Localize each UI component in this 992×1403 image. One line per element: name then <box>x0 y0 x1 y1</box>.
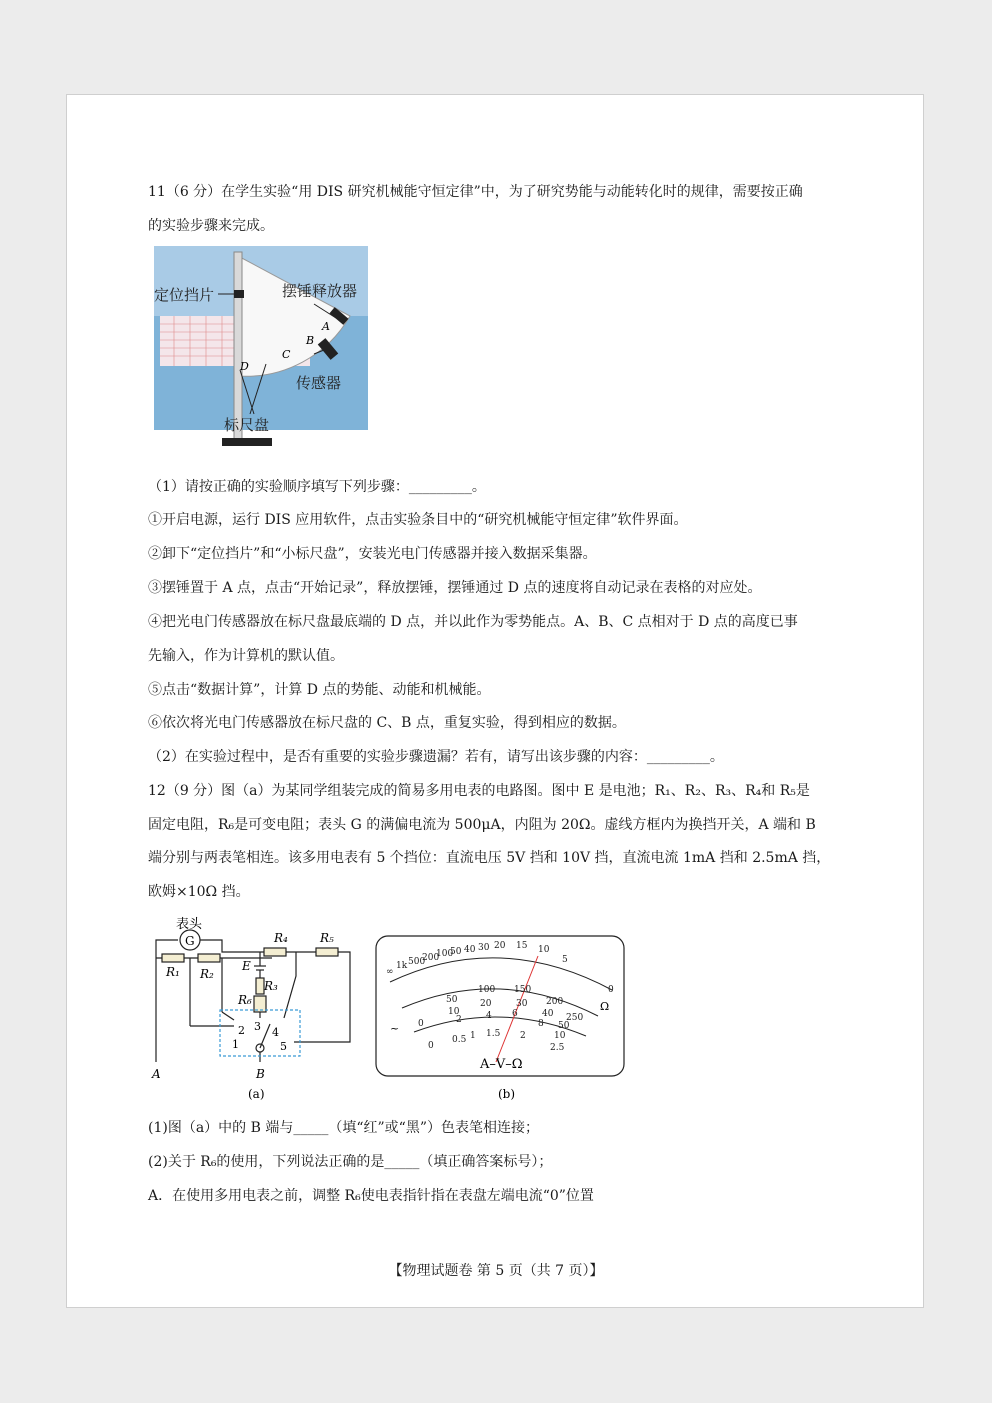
terminal-b: B <box>256 1067 265 1081</box>
r2-label: R₂ <box>200 967 214 981</box>
page-footer: 【物理试题卷 第 5 页（共 7 页）】 <box>388 1263 604 1279</box>
svg-text:15: 15 <box>516 941 528 951</box>
ac-mark: ~ <box>390 1022 400 1035</box>
svg-text:0: 0 <box>608 985 614 995</box>
q12-line3: 端分别与两表笔相连。该多用电表有 5 个挡位：直流电压 5V 挡和 10V 挡，直流电流 1mA 挡和 2.5mA 挡， <box>148 850 831 866</box>
switch-pos-4: 4 <box>272 1026 279 1039</box>
svg-text:0: 0 <box>428 1041 434 1051</box>
meter-head-label: 表头 <box>176 917 203 932</box>
caption-b: (b) <box>498 1087 516 1101</box>
svg-text:5: 5 <box>562 955 568 965</box>
svg-text:250: 250 <box>566 1013 584 1023</box>
q11-step3: ③摆锤置于 A 点，点击“开始记录”，释放摆锤，摆锤通过 D 点的速度将自动记录在表格的对应处。 <box>148 580 762 596</box>
q11-part2: （2）在实验过程中，是否有重要的实验步骤遗漏？若有，请写出该步骤的内容：_________。 <box>148 749 724 765</box>
svg-text:50: 50 <box>450 947 462 957</box>
circuit-diagram <box>156 930 350 1062</box>
svg-text:40: 40 <box>542 1009 554 1019</box>
ohm-symbol: Ω <box>600 1000 610 1013</box>
galvanometer-g: G <box>185 934 195 948</box>
svg-text:100: 100 <box>478 985 496 995</box>
label-pendulum-release: 摆锤释放器 <box>282 282 358 300</box>
svg-text:0: 0 <box>418 1019 424 1029</box>
svg-text:2: 2 <box>520 1031 526 1041</box>
q12-sub1: (1)图（a）中的 B 端与_____（填“红”或“黑”）色表笔相连接； <box>148 1120 539 1136</box>
q11-step2: ②卸下“定位挡片”和“小标尺盘”，安装光电门传感器并接入数据采集器。 <box>148 546 597 562</box>
svg-text:40: 40 <box>464 945 476 955</box>
switch-pos-3: 3 <box>254 1020 261 1033</box>
svg-text:∞: ∞ <box>386 967 394 977</box>
svg-text:10: 10 <box>554 1031 566 1041</box>
q11-part1: （1）请按正确的实验顺序填写下列步骤：_________。 <box>148 479 486 495</box>
q12-line2: 固定电阻，R₆是可变电阻；表头 G 的满偏电流为 500μA，内阻为 20Ω。虚线方框内为换挡开关，A 端和 B <box>148 817 816 833</box>
label-positioning-plate: 定位挡片 <box>154 286 215 304</box>
q12-sub2: (2)关于 R₆的使用，下列说法正确的是_____（填正确答案标号）； <box>148 1154 553 1170</box>
r4-label: R₄ <box>274 931 288 945</box>
svg-text:2: 2 <box>456 1015 462 1025</box>
caption-a: (a) <box>248 1087 265 1101</box>
svg-text:8: 8 <box>538 1019 544 1029</box>
svg-text:20: 20 <box>494 941 506 951</box>
svg-text:30: 30 <box>478 943 490 953</box>
terminal-a: A <box>152 1067 161 1081</box>
label-sensor: 传感器 <box>296 374 342 392</box>
q11-step1: ①开启电源，运行 DIS 应用软件，点击实验条目中的“研究机械能守恒定律”软件界面。 <box>148 512 688 528</box>
r5-label: R₅ <box>320 931 334 945</box>
svg-text:4: 4 <box>486 1011 492 1021</box>
r6-label: R₆ <box>238 993 252 1007</box>
point-b: B <box>306 334 315 347</box>
r1-label: R₁ <box>166 965 180 979</box>
svg-text:1: 1 <box>470 1031 476 1041</box>
point-d: D <box>240 360 249 373</box>
q12-option-a: A．在使用多用电表之前，调整 R₆使电表指针指在表盘左端电流“0”位置 <box>148 1188 594 1204</box>
svg-text:200: 200 <box>546 997 564 1007</box>
point-c: C <box>282 348 291 361</box>
svg-text:30: 30 <box>516 999 528 1009</box>
switch-pos-1: 1 <box>232 1038 239 1051</box>
svg-text:200: 200 <box>422 953 440 963</box>
q11-intro-line1: 11（6 分）在学生实验“用 DIS 研究机械能守恒定律”中，为了研究势能与动能转化时的规律，需要按正确 <box>148 184 803 200</box>
q12-line4: 欧姆×10Ω 挡。 <box>148 884 250 900</box>
svg-text:500: 500 <box>408 957 426 967</box>
svg-text:100: 100 <box>436 949 454 959</box>
pendulum-apparatus-figure <box>154 246 368 456</box>
point-a: A <box>322 320 330 333</box>
svg-text:1k: 1k <box>396 961 408 971</box>
switch-pos-2: 2 <box>238 1024 245 1037</box>
q11-step4-line2: 先输入，作为计算机的默认值。 <box>148 648 344 664</box>
svg-text:10: 10 <box>448 1007 460 1017</box>
r3-label: R₃ <box>264 979 278 993</box>
multimeter-figures <box>146 912 630 1106</box>
switch-pos-5: 5 <box>280 1040 287 1053</box>
svg-text:2.5: 2.5 <box>550 1043 565 1053</box>
svg-text:1.5: 1.5 <box>486 1029 501 1039</box>
label-scale-disc: 标尺盘 <box>224 416 270 434</box>
svg-text:10: 10 <box>538 945 550 955</box>
meter-model-label: A–V–Ω <box>480 1057 523 1072</box>
svg-text:0.5: 0.5 <box>452 1035 467 1045</box>
q11-step5: ⑤点击“数据计算”，计算 D 点的势能、动能和机械能。 <box>148 682 491 698</box>
svg-text:20: 20 <box>480 999 492 1009</box>
q11-intro-line2: 的实验步骤来完成。 <box>148 218 274 234</box>
svg-text:150: 150 <box>514 985 532 995</box>
q12-line1: 12（9 分）图（a）为某同学组装完成的简易多用电表的电路图。图中 E 是电池；R₁、R₂、R₃、R₄和 R₅是 <box>148 783 810 799</box>
svg-text:50: 50 <box>558 1021 570 1031</box>
svg-text:50: 50 <box>446 995 458 1005</box>
q11-step6: ⑥依次将光电门传感器放在标尺盘的 C、B 点，重复实验，得到相应的数据。 <box>148 715 626 731</box>
svg-text:6: 6 <box>512 1009 518 1019</box>
q11-step4-line1: ④把光电门传感器放在标尺盘最底端的 D 点，并以此作为零势能点。A、B、C 点相对于 D 点的高度已事 <box>148 614 798 630</box>
battery-e-label: E <box>242 959 251 973</box>
